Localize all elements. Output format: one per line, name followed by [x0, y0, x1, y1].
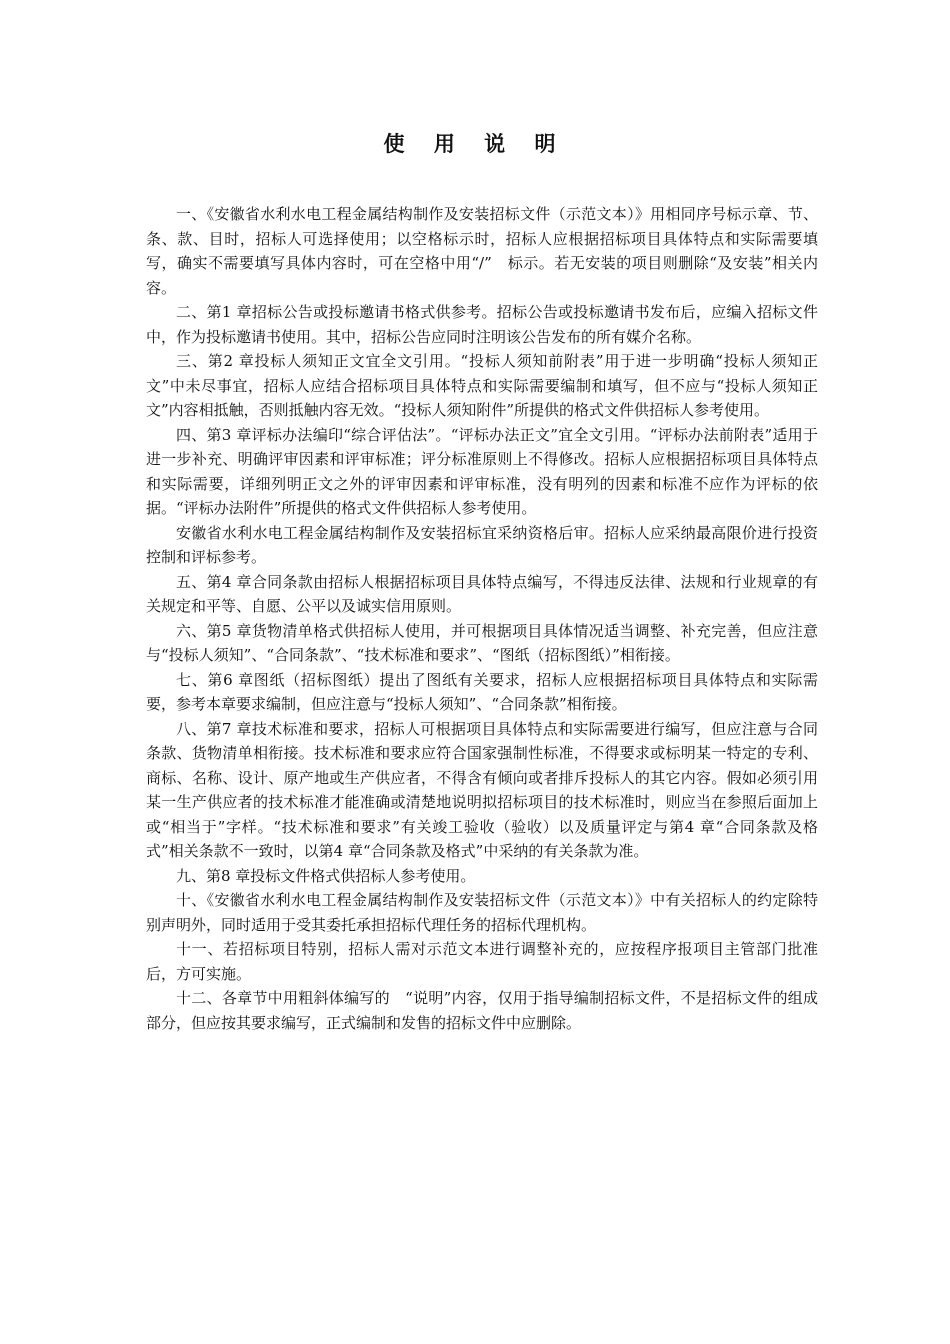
document-body — [146, 202, 818, 1035]
paragraph-11: 十、《安徽省水利水电工程金属结构制作及安装招标文件（示范文本）》中有关招标人的约定除特别声明外，同时适用于受其委托承担招标代理任务的招标代理机构。 — [146, 891, 818, 934]
paragraph-10: 九、第8 章投标文件格式供招标人参考使用。 — [176, 866, 476, 885]
paragraph-12: 十一、若招标项目特别，招标人需对示范文本进行调整补充的，应按程序报项目主管部门批准后，方可实施。 — [146, 940, 818, 983]
paragraph-4: 四、第3 章评标办法编印“综合评估法”。“评标办法正文”宜全文引用。“评标办法前附表”适用于进一步补充、明确评审因素和评审标准；评分标准原则上不得修改。招标人应根据招标项目具体特点和实际需要，详细列明正文之外的评审因素和评审标准，没有明列的因素和标准不应作为评标的依据。“评标办法附件”所提供的格式文件供招标人参考使用。 — [146, 425, 818, 517]
paragraph-6: 五、第4 章合同条款由招标人根据招标项目具体特点编写，不得违反法律、法规和行业规章的有关规定和平等、自愿、公平以及诚实信用原则。 — [146, 572, 818, 615]
paragraph-3: 三、第2 章投标人须知正文宜全文引用。“投标人须知前附表”用于进一步明确“投标人须知正文”中未尽事宜，招标人应结合招标项目具体特点和实际需要编制和填写，但不应与“投标人须知正文”内容相抵触，否则抵触内容无效。“投标人须知附件”所提供的格式文件供招标人参考使用。 — [146, 352, 818, 419]
paragraph-13: 十二、各章节中用粗斜体编写的 “说明”内容，仅用于指导编制招标文件，不是招标文件的组成部分，但应按其要求编写，正式编制和发售的招标文件中应删除。 — [146, 989, 818, 1032]
page-title: 使 用 说 明 — [383, 132, 567, 156]
paragraph-2: 二、第1 章招标公告或投标邀请书格式供参考。招标公告或投标邀请书发布后，应编入招标文件中，作为投标邀请书使用。其中，招标公告应同时注明该公告发布的所有媒介名称。 — [146, 303, 818, 346]
paragraph-9: 八、第7 章技术标准和要求，招标人可根据项目具体特点和实际需要进行编写，但应注意与合同条款、货物清单相衔接。技术标准和要求应符合国家强制性标准，不得要求或标明某一特定的专利、商标、名称、设计、原产地或生产供应者，不得含有倾向或者排斥投标人的其它内容。假如必须引用某一生产供应者的技术标准才能准确或清楚地说明拟招标项目的技术标准时，则应当在参照后面加上或“相当于”字样。“技术标准和要求”有关竣工验收（验收）以及质量评定与第4 章“合同条款及格式”相关条款不一致时，以第4 章“合同条款及格式”中采纳的有关条款为准。 — [146, 719, 818, 860]
paragraph-7: 六、第5 章货物清单格式供招标人使用，并可根据项目具体情况适当调整、补充完善，但应注意与“投标人须知”、“合同条款”、“技术标准和要求”、“图纸（招标图纸）”相衔接。 — [146, 621, 818, 664]
paragraph-8: 七、第6 章图纸（招标图纸）提出了图纸有关要求，招标人应根据招标项目具体特点和实际需要，参考本章要求编制，但应注意与“投标人须知”、“合同条款”相衔接。 — [146, 670, 818, 713]
paragraph-1: 一、《安徽省水利水电工程金属结构制作及安装招标文件（示范文本）》用相同序号标示章、节、条、款、目时，招标人可选择使用；以空格标示时，招标人应根据招标项目具体特点和实际需要填写，确实不需要填写具体内容时，可在空格中用“/” 标示。若无安装的项目则删除“及安装”相关内容。 — [146, 205, 818, 297]
paragraph-5: 安徽省水利水电工程金属结构制作及安装招标宜采纳资格后审。招标人应采纳最高限价进行投资控制和评标参考。 — [146, 523, 818, 566]
